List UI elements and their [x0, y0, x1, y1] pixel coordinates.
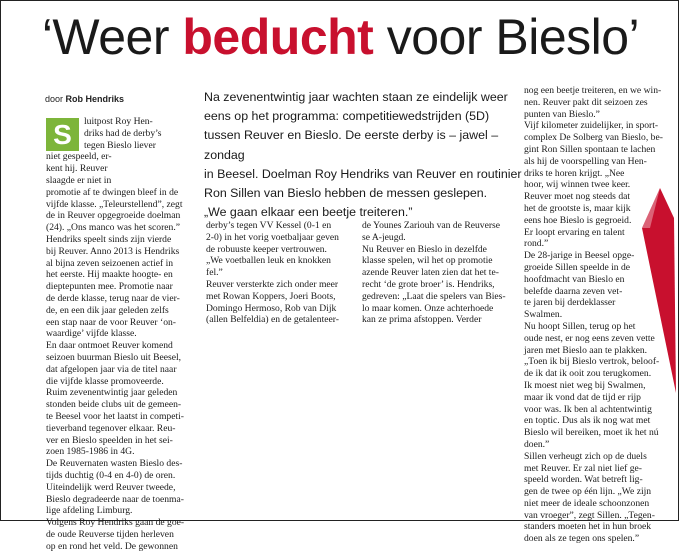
col1-line: zoen 1985-1986 in 4G.	[46, 446, 135, 458]
col1-line: de derde klasse, terug naar de vier-	[46, 292, 180, 304]
headline-before: ‘Weer	[41, 9, 183, 65]
body-column-2	[206, 220, 362, 330]
col3-line: de Younes Zariouh van de Reuverse	[362, 220, 501, 231]
col2-line: met Rowan Koppers, Joeri Boots,	[206, 290, 336, 302]
col1-line: vijfde klasse. „Teleurstellend”, zegt	[46, 198, 183, 210]
col1-line: dat afgelopen jaar via de titel naar	[46, 363, 177, 375]
col1-line: op en rond het veld. De gewonnen	[46, 540, 178, 552]
intro-line: Na zevenentwintig jaar wachten staan ze eindelijk weer	[204, 90, 508, 104]
col1-line: de, en een dik jaar geleden zelfs	[46, 304, 169, 316]
col2-line: „We voetballen leuk en knokken	[206, 255, 331, 267]
col4-line: doen als ze tegen ons spelen.”	[524, 533, 640, 545]
col4-line: De 28-jarige in Beesel opge-	[524, 250, 635, 262]
intro-line: Ron Sillen van Bieslo hebben de messen geslepen.	[204, 186, 488, 201]
col4-line: Vijf kilometer zuidelijker, in sport-	[524, 120, 659, 132]
col1-line: het eerste. Hij maakte hoogte- en	[46, 269, 173, 281]
col4-line: als hij de voorspelling van Hen-	[524, 155, 647, 167]
byline-author: Rob Hendriks	[65, 94, 125, 104]
col4-line: Reuver moet nog steeds dat	[524, 191, 631, 203]
col4-line: punten van Bieslo.”	[524, 108, 600, 120]
col2-line: fel.”	[206, 267, 223, 279]
col3-line: azende Reuver laten zien dat het te-	[362, 267, 499, 279]
col1-line: stonden beide clubs uit de gemeen-	[46, 399, 182, 411]
col2-line: de robuuste keeper vertrouwen.	[206, 243, 327, 255]
col4-line: oude nest, er nog eens zeven vette	[524, 332, 655, 344]
col3-line: se A-jeugd.	[362, 231, 406, 243]
col1-line: slaagde er niet in	[46, 174, 112, 186]
column-1-text	[46, 116, 202, 552]
body-column-1	[46, 116, 202, 552]
col4-line: rond.”	[524, 238, 549, 250]
col4-line: standers moeten het in hun broek	[524, 521, 652, 533]
intro-text	[204, 88, 522, 222]
headline-accent: beducht	[182, 9, 374, 65]
col1-line: driks had de derby’s	[84, 127, 162, 139]
col1-line: Hendriks speelt sinds zijn vierde	[46, 233, 172, 245]
col1-line: De Reuvernaten wasten Bieslo des-	[46, 458, 183, 470]
col1-line: promotie af te dwingen bleef in de	[46, 186, 179, 198]
col4-line: jaren met Bieslo aan te plakken.	[524, 344, 648, 356]
col1-line: bij Reuver. Anno 2013 is Hendriks	[46, 245, 180, 257]
col4-line: doen.”	[524, 438, 550, 450]
intro-line: „We gaan elkaar een beetje treiteren.”	[204, 205, 413, 220]
byline-prefix: door	[45, 94, 66, 104]
col4-line: eens hoe Bieslo is gegroeid.	[524, 214, 632, 226]
red-decorative-shape	[638, 188, 678, 398]
col4-line: Swalmen.	[524, 309, 563, 321]
col4-line: „Toen ik bij Bieslo vertrok, beloof-	[524, 356, 660, 368]
col4-line: Er loopt ervaring en talent	[524, 226, 625, 238]
intro-line: tussen Reuver en Bieslo. De eerste derby is – jawel – zondag	[204, 128, 499, 162]
col1-line: tegen Bieslo liever	[84, 139, 156, 151]
col2-line: derby’s tegen VV Kessel (0-1 en	[206, 220, 332, 231]
col3-line: recht ‘de grote broer’ is. Hendriks,	[362, 278, 495, 290]
col1-line: de in Reuver opgegroeide doelman	[46, 210, 181, 222]
col1-line: Bieslo degradeerde naar de toenma-	[46, 493, 184, 505]
col3-line: lo maar komen. Onze achterhoede	[362, 302, 494, 314]
col4-line: nog een beetje treiteren, en we win-	[524, 85, 662, 96]
col1-line: Volgens Roy Hendriks gaan de goe-	[46, 517, 185, 529]
col1-line: (24). „Ons manco was het scoren.”	[46, 222, 180, 234]
col4-line: hoor, wij winnen twee keer.	[524, 179, 631, 191]
col4-line: maar ik vond dat de tijd er rijp	[524, 391, 641, 403]
col2-line: 2-0) in het vorig voetbaljaar geven	[206, 231, 339, 243]
col4-line: speeld worden. Wat betreft lig-	[524, 474, 643, 486]
col4-line: complex De Solberg van Bieslo, be-	[524, 132, 663, 144]
col4-line: nen. Reuver pakt dit seizoen zes	[524, 96, 648, 108]
intro-line: eens op het programma: competitiewedstrijden (5D)	[204, 109, 490, 124]
col4-line: te jaren bij derdeklasser	[524, 297, 616, 309]
col1-line: te Beesel voor het laatst in competi-	[46, 410, 184, 422]
col4-line: van vroeger”, zegt Sillen. „Tegen-	[524, 509, 655, 521]
intro-line: in Beesel. Doelman Roy Hendriks van Reuver en routinier	[204, 166, 522, 181]
col4-line: voor was. Ik ben al achtentwintig	[524, 403, 652, 415]
col1-line: luitpost Roy Hen-	[84, 116, 153, 127]
col4-line: Nu hoopt Sillen, terug op het	[524, 320, 636, 332]
col1-line: die vijfde klasse promoveerde.	[46, 375, 164, 387]
byline	[45, 94, 124, 104]
col4-line: Bieslo wil bereiken, moet ik het nú	[524, 427, 659, 439]
col1-line: al bijna zeven seizoenen actief in	[46, 257, 174, 269]
col1-line: En daar ontmoet Reuver komend	[46, 340, 173, 352]
col4-line: Ik moest niet weg bij Swalmen,	[524, 379, 646, 391]
col3-line: gedreven: „Laat die spelers van Bies-	[362, 290, 506, 302]
col1-line: een stap naar de voor Reuver ‘on-	[46, 316, 176, 328]
col4-line: Sillen verheugt zich op de duels	[524, 450, 647, 462]
col2-line: Reuver versterkte zich onder meer	[206, 278, 339, 290]
col4-line: met Reuver. Er zal niet lief ge-	[524, 462, 643, 474]
col4-line: de ik dat ik ooit zou terugkomen.	[524, 368, 652, 380]
headline	[0, 4, 681, 70]
col1-line: tijds duchtig (0-4 en 4-0) de oren.	[46, 469, 176, 481]
col1-line: seizoen buurman Bieslo uit Beesel,	[46, 351, 182, 363]
col1-line: kent hij. Reuver	[46, 163, 108, 175]
col1-line: ver en Bieslo speelden in het sei-	[46, 434, 173, 446]
col4-line: gen de twee op één lijn. „We zijn	[524, 486, 652, 498]
col2-line: Domingo Hermoso, Rob van Dijk	[206, 302, 337, 314]
dropcap-letter: S	[46, 118, 79, 151]
col1-line: niet gespeeld, er-	[46, 151, 112, 163]
col3-line: Nu Reuver en Bieslo in dezelfde	[362, 243, 487, 255]
col1-line: waardige’ vijfde klasse.	[46, 328, 137, 340]
col2-line: (allen Belfeldia) en de getalenteer-	[206, 314, 339, 326]
col4-line: gint Ron Sillen spontaan te lachen	[524, 143, 656, 155]
body-column-3	[362, 220, 524, 330]
col4-line: niet meer de ideale schoonzonen	[524, 497, 650, 509]
col4-line: hoofdmacht van Bieslo en	[524, 273, 625, 285]
headline-after: voor Bieslo’	[373, 9, 640, 65]
col1-line: de oude Reuverse tijden herleven	[46, 528, 174, 540]
col1-line: Ruim zevenentwintig jaar geleden	[46, 387, 178, 399]
col3-line: kan ze prima afstoppen. Verder	[362, 314, 482, 326]
col4-line: groeide Sillen speelde in de	[524, 261, 631, 273]
col4-line: driks te horen krijgt. „Nee	[524, 167, 625, 179]
col4-line: belefde daarna zeven vet-	[524, 285, 623, 297]
col1-line: lige afdeling Limburg.	[46, 505, 133, 517]
col1-line: tieverband tegenover elkaar. Reu-	[46, 422, 176, 434]
col1-line: Uiteindelijk werd Reuver tweede,	[46, 481, 176, 493]
col4-line: het de grootste is, maar kijk	[524, 202, 631, 214]
col4-line: en toptic. Dus als ik nog wat met	[524, 415, 651, 427]
col1-line: dieptepunten mee. Promotie naar	[46, 281, 173, 293]
col3-line: klasse spelen, wil het op promotie	[362, 255, 493, 267]
